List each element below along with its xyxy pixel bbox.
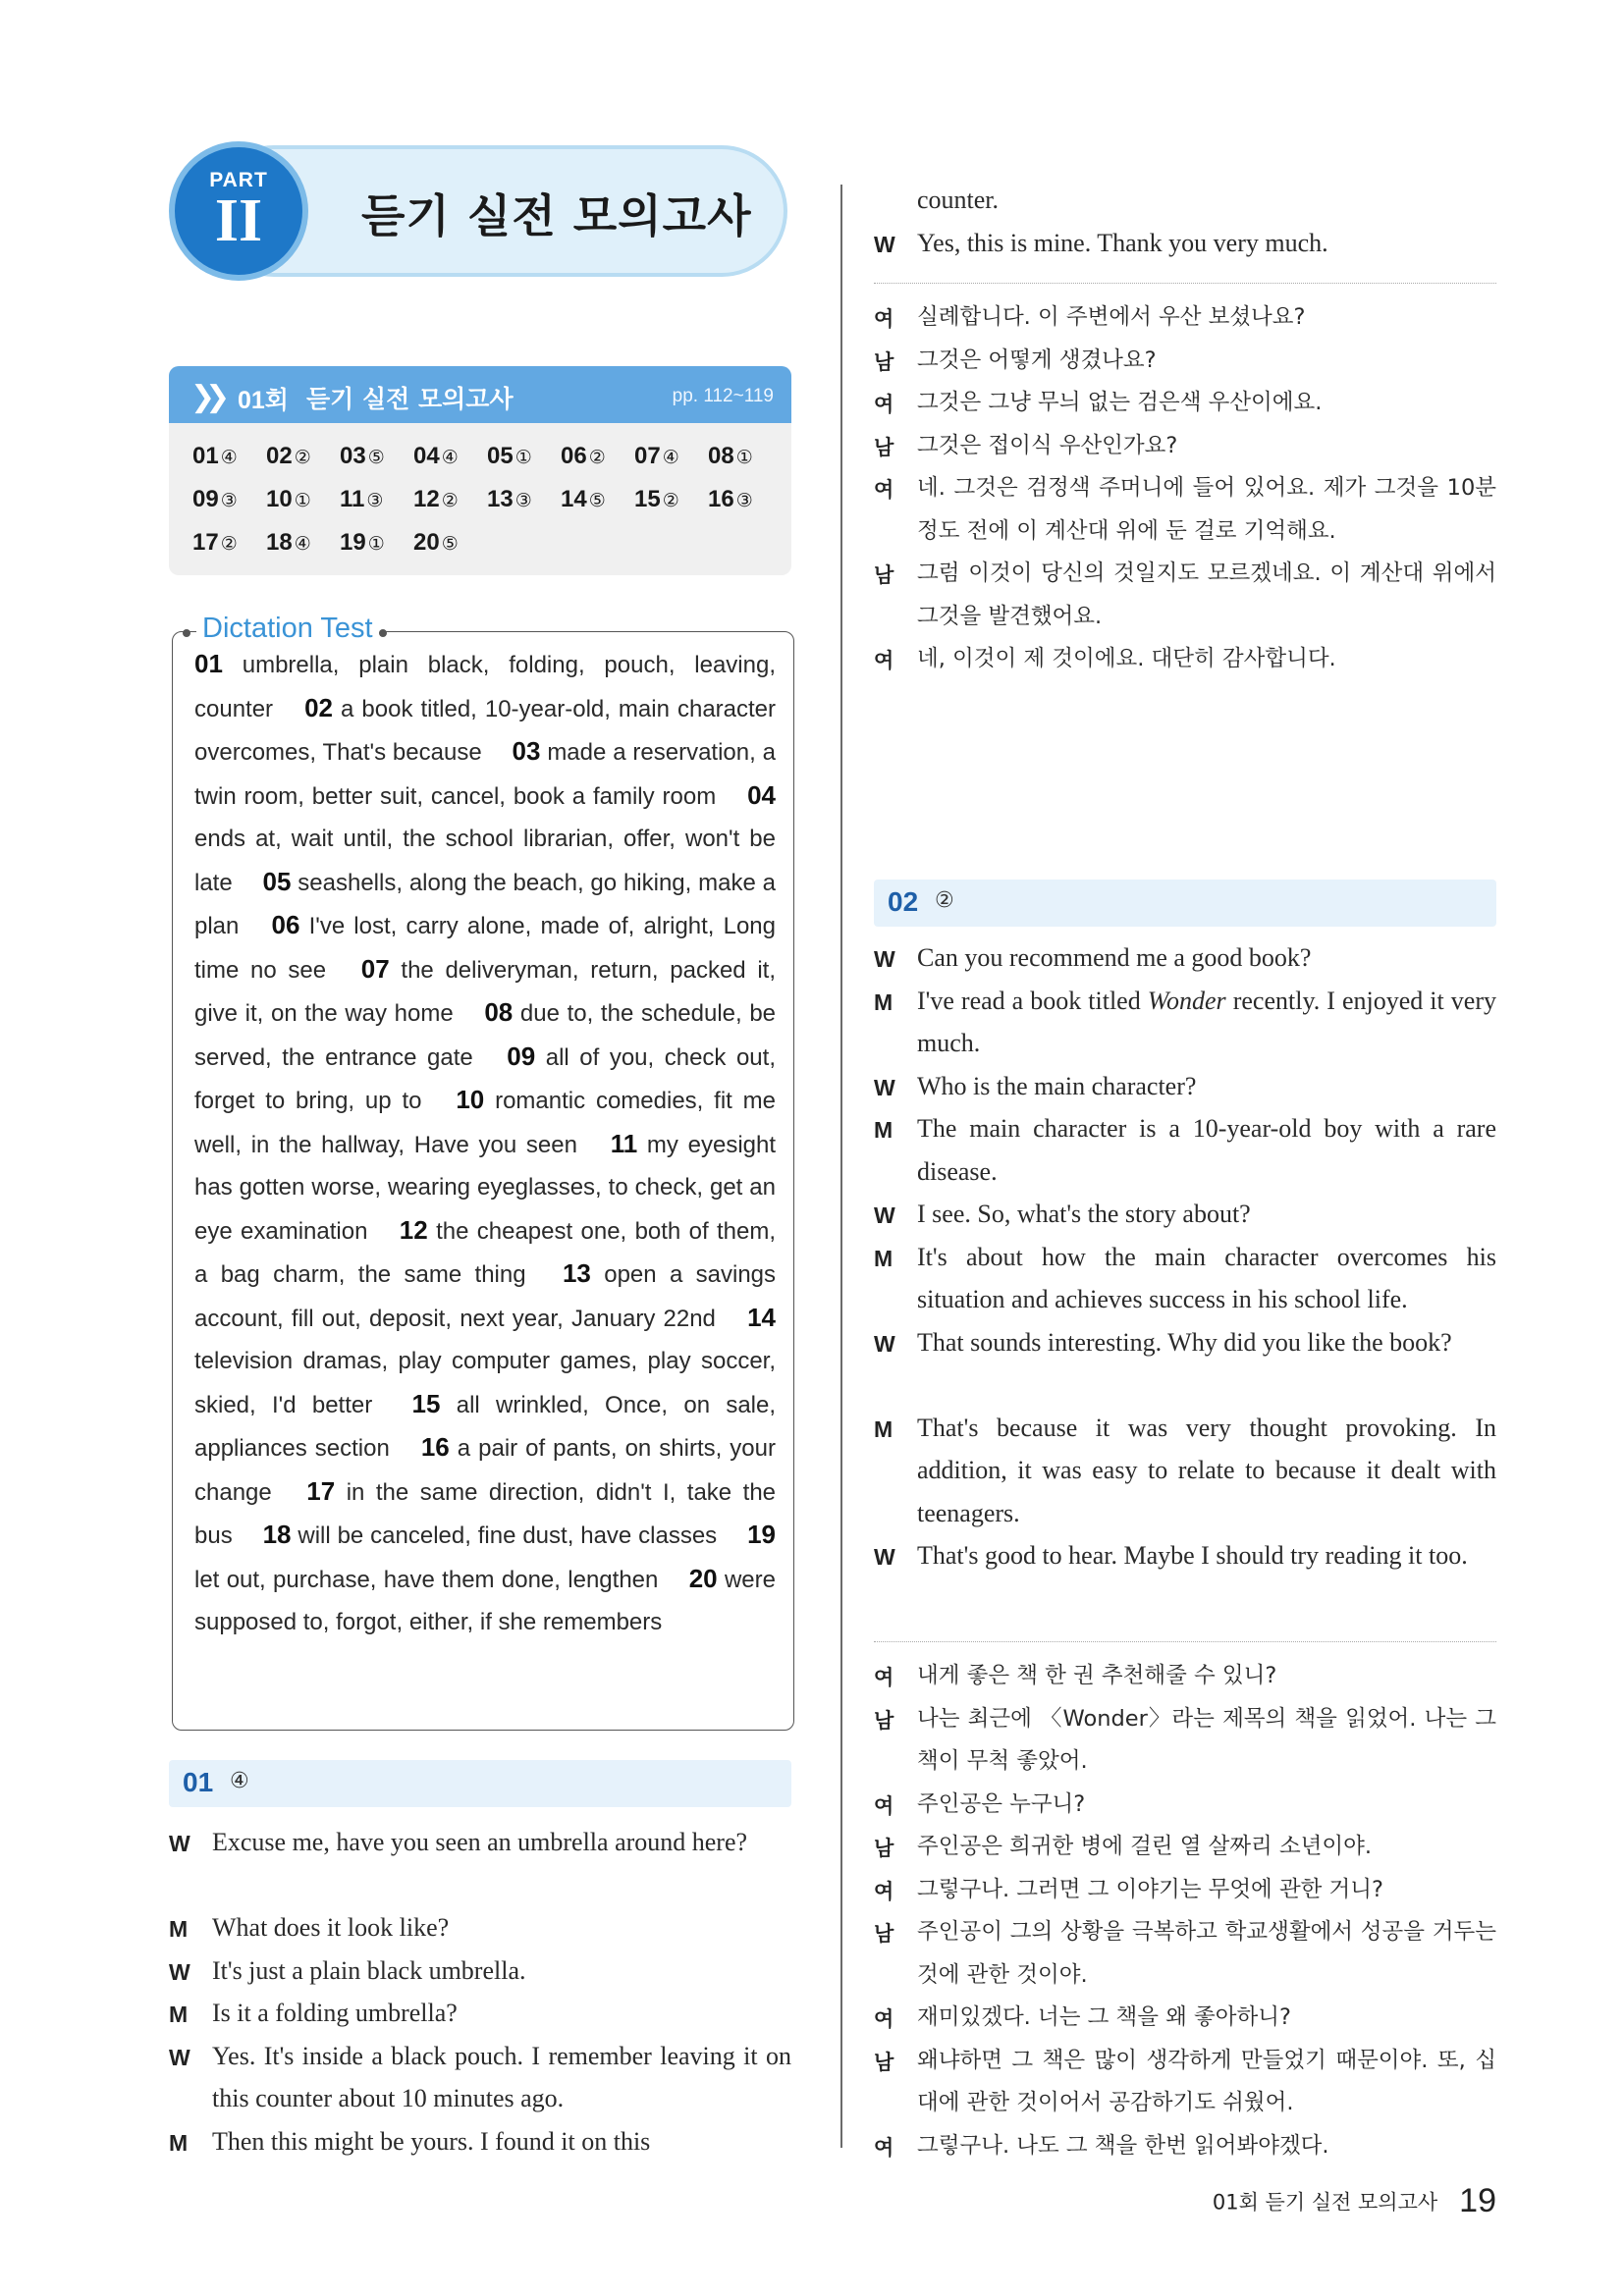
speaker-label: 남 xyxy=(874,1837,894,1860)
dialog-line xyxy=(874,1107,1496,1193)
dialog-line xyxy=(874,296,1496,340)
speaker-label: W xyxy=(874,1202,895,1228)
speaker-label: 여 xyxy=(874,478,894,502)
speaker-label: 여 xyxy=(874,393,894,416)
dialog-text: 주인공은 희귀한 병에 걸린 열 살짜리 소년이야. xyxy=(917,1834,1373,1859)
answer-item: 07 ④ xyxy=(634,443,679,469)
dictation-item: 13 open a savings account, fill out, deposit, next year, January 22nd xyxy=(194,1258,777,1332)
dictation-item: 09 all of you, check out, forget to bring, up to xyxy=(194,1041,776,1114)
part-title: 듣기 실전 모의고사 xyxy=(361,189,752,242)
dialog-line xyxy=(169,2120,791,2163)
answer-item: 11 ③ xyxy=(340,486,384,512)
dialog-line xyxy=(874,553,1496,638)
answer-item: 08 ① xyxy=(708,443,753,469)
part-label: PART xyxy=(209,169,268,191)
page-footer xyxy=(1213,2182,1496,2220)
speaker-label: 여 xyxy=(874,2135,894,2160)
dialog-text: 나는 최근에 〈Wonder〉라는 제목의 책을 읽었어. 나는 그 책이 무척 좋았어. xyxy=(917,1705,1496,1774)
dialog-text: 그렇구나. 나도 그 책을 한번 읽어봐야겠다. xyxy=(917,2132,1329,2159)
answer-row xyxy=(192,486,782,529)
dialog-line xyxy=(169,1821,791,1864)
dictation-item: 12 the cheapest one, both of them, a bag charm, the same thing xyxy=(194,1214,776,1288)
speaker-label: W xyxy=(874,1330,895,1357)
page-range: pp. 112~119 xyxy=(672,386,774,406)
speaker-label: M xyxy=(169,2129,189,2156)
column-divider xyxy=(840,185,842,2148)
answer-key-header xyxy=(169,366,791,423)
dialog-line xyxy=(874,340,1496,383)
question-number: 01 xyxy=(183,1767,214,1797)
divider xyxy=(874,283,1496,284)
page-number: 19 xyxy=(1459,2182,1496,2219)
dialog-text: 그것은 그냥 무늬 없는 검은색 우산이에요. xyxy=(917,390,1323,415)
divider xyxy=(874,1641,1496,1642)
speaker-label: 여 xyxy=(874,2007,894,2031)
dictation-item: 04 ends at, wait until, the school librarian, offer, won't be late xyxy=(194,779,776,896)
answer-grid xyxy=(192,443,782,572)
dialog-text: 왜냐하면 그 책은 많이 생각하게 만들었기 때문이야. 또, 십대에 관한 것이어서 공감하기도 쉬웠어. xyxy=(917,2047,1496,2115)
dialog-text: 그럼 이것이 당신의 것일지도 모르겠네요. 이 계산대 위에서 그것을 발견했어요. xyxy=(917,561,1496,629)
dialog-text: Can you recommend me a good book? xyxy=(917,943,1312,972)
test-number: 01회 xyxy=(238,387,289,414)
dictation-item: 02 a book titled, 10-year-old, main character overcomes, That's because xyxy=(194,692,777,766)
dialog-line xyxy=(169,1992,791,2035)
dictation-item: 10 romantic comedies, fit me well, in the hallway, Have you seen xyxy=(194,1085,777,1158)
speaker-label: M xyxy=(874,1117,893,1143)
speaker-label: 남 xyxy=(874,1922,894,1946)
dialog-text: What does it look like? xyxy=(212,1913,450,1942)
dialog-line xyxy=(874,467,1496,553)
dialog-text: 그렇구나. 그러면 그 이야기는 무엇에 관한 거니? xyxy=(917,1876,1383,1902)
dictation-item: 14 television dramas, play computer games, play soccer, skied, I'd better xyxy=(194,1302,777,1418)
dialog-text: 주인공은 누구니? xyxy=(917,1790,1086,1817)
dialog-line xyxy=(874,382,1496,425)
dialog-line xyxy=(874,1407,1496,1535)
answer-item: 10 ① xyxy=(266,486,311,512)
dictation-label: Dictation Test xyxy=(196,613,381,645)
dialog-line xyxy=(874,1869,1496,1912)
answer-item: 03 ⑤ xyxy=(340,443,385,469)
speaker-label: 남 xyxy=(874,349,894,374)
dictation-item: 20 were supposed to, forgot, either, if she remembers xyxy=(194,1563,776,1635)
dialog-line xyxy=(874,1698,1496,1784)
dictation-item: 19 let out, purchase, have them done, lengthen xyxy=(194,1520,776,1593)
dialog-text: I've read a book titled Wonder recently. I enjoyed it very much. xyxy=(917,986,1496,1057)
dictation-item: 07 the deliveryman, return, packed it, give it, on the way home xyxy=(194,953,776,1027)
dialog-line xyxy=(874,1826,1496,1869)
speaker-label: M xyxy=(874,1415,893,1442)
dialog-line xyxy=(874,1997,1496,2040)
dialog-line xyxy=(874,638,1496,681)
dialog-text: 내게 좋은 책 한 권 추천해줄 수 있니? xyxy=(917,1663,1277,1688)
question-number: 02 xyxy=(888,886,919,917)
dialog-text: I see. So, what's the story about? xyxy=(917,1200,1251,1228)
dialog-line xyxy=(874,222,1496,265)
speaker-label: 여 xyxy=(874,1879,894,1903)
answer-item: 14 ⑤ xyxy=(561,486,606,512)
question-answer: ② xyxy=(935,888,954,913)
speaker-label: W xyxy=(874,946,895,972)
answer-item: 17 ② xyxy=(192,529,238,556)
dialog-line xyxy=(874,936,1496,980)
dictation-item: 08 due to, the schedule, be served, the entrance gate xyxy=(194,997,777,1071)
question-02-header xyxy=(874,880,1496,927)
dialog-line xyxy=(874,2125,1496,2168)
answer-item: 02 ② xyxy=(266,443,311,469)
speaker-label: 남 xyxy=(874,435,894,459)
speaker-label: 여 xyxy=(874,649,894,672)
speaker-label: W xyxy=(874,1074,895,1100)
dialog-text: 재미있겠다. 너는 그 책을 왜 좋아하니? xyxy=(917,2004,1291,2030)
answer-item: 19 ① xyxy=(340,529,385,556)
speaker-label: W xyxy=(169,1958,190,1985)
dialog-text: Who is the main character? xyxy=(917,1071,1197,1100)
answer-key-box xyxy=(169,366,791,575)
answer-row xyxy=(192,443,782,486)
speaker-label: 남 xyxy=(874,563,894,587)
dictation-item: 15 all wrinkled, Once, on sale, appliances section xyxy=(194,1388,777,1462)
dictation-item: 18 will be canceled, fine dust, have classes xyxy=(262,1520,718,1549)
dialog-text: Excuse me, have you seen an umbrella around here? xyxy=(212,1828,748,1856)
question-answer: ④ xyxy=(230,1769,249,1793)
speaker-label: 여 xyxy=(874,307,894,331)
dialog-line xyxy=(169,1949,791,1993)
dialog-line xyxy=(874,1655,1496,1698)
dictation-item: 01 umbrella, plain black, folding, pouch, leaving, counter xyxy=(194,649,777,722)
speaker-label: M xyxy=(874,1245,893,1271)
dialog-text: 실례합니다. 이 주변에서 우산 보셨나요? xyxy=(917,304,1306,330)
dialog-text: Yes, this is mine. Thank you very much. xyxy=(917,229,1328,257)
dialog-line xyxy=(169,1906,791,1949)
dictation-item: 05 seashells, along the beach, go hiking, make a plan xyxy=(194,866,776,939)
dialog-line xyxy=(874,1784,1496,1827)
dialog-text: Then this might be yours. I found it on this xyxy=(212,2126,651,2156)
speaker-label: W xyxy=(874,1544,895,1570)
dialog-text: Yes. It's inside a black pouch. I remember leaving it on this counter about 10 minutes ago. xyxy=(212,2041,791,2112)
answer-item: 16 ③ xyxy=(708,486,753,512)
dictation-text xyxy=(194,643,776,1644)
dictation-item: 03 made a reservation, a twin room, better suit, cancel, book a family room xyxy=(194,736,776,810)
answer-item: 20 ⑤ xyxy=(413,529,459,556)
speaker-label: 여 xyxy=(874,1793,894,1818)
answer-item: 06 ② xyxy=(561,443,606,469)
dialog-line xyxy=(169,2035,791,2120)
answer-key-title: 듣기 실전 모의고사 xyxy=(306,385,514,413)
answer-item: 18 ④ xyxy=(266,529,311,556)
dialog-text: 네, 이것이 제 것이에요. 대단히 감사합니다. xyxy=(917,646,1336,671)
dialog-text: 네. 그것은 검정색 주머니에 들어 있어요. 제가 그것을 10분 정도 전에 이 계산대 위에 둔 걸로 기억해요. xyxy=(917,475,1496,544)
part-banner xyxy=(169,141,791,281)
dialog-line xyxy=(874,1236,1496,1321)
double-chevron-icon: ❯❯ xyxy=(190,380,221,414)
dialog-line xyxy=(874,1321,1496,1364)
speaker-label: M xyxy=(169,2002,189,2027)
dialog-text: That's good to hear. Maybe I should try reading it too. xyxy=(917,1541,1468,1570)
dialog-line xyxy=(874,1534,1496,1577)
dictation-item: 16 a pair of pants, on shirts, your change xyxy=(194,1432,776,1506)
dialog-text: 그것은 어떻게 생겼나요? xyxy=(917,347,1157,373)
speaker-label: M xyxy=(874,988,893,1015)
dialog-text: It's just a plain black umbrella. xyxy=(212,1955,526,1985)
dialog-line xyxy=(874,1065,1496,1108)
answer-item: 04 ④ xyxy=(413,443,459,469)
dialog-text: It's about how the main character overcomes his situation and achieves success in his school life. xyxy=(917,1242,1496,1313)
speaker-label: W xyxy=(874,232,895,257)
dialog-text: That's because it was very thought provoking. In addition, it was easy to relate to because it dealt with teenagers. xyxy=(917,1413,1496,1527)
answer-item: 13 ③ xyxy=(487,486,532,512)
speaker-label: 여 xyxy=(874,1666,894,1689)
answer-item: 05 ① xyxy=(487,443,532,469)
dialog-text: Is it a folding umbrella? xyxy=(212,1999,458,2027)
footer-title: 01회 듣기 실전 모의고사 xyxy=(1212,2190,1438,2215)
answer-item: 01 ④ xyxy=(192,443,238,469)
part-badge xyxy=(169,141,308,281)
dialog-line xyxy=(874,980,1496,1065)
part-numeral: II xyxy=(214,187,263,254)
speaker-label: W xyxy=(169,1831,190,1856)
speaker-label: M xyxy=(169,1916,189,1942)
dialog-text: 그것은 접이식 우산인가요? xyxy=(917,432,1178,458)
speaker-label: 남 xyxy=(874,2050,894,2074)
question-01-header xyxy=(169,1760,791,1807)
dictation-item: 17 in the same direction, didn't I, take the bus xyxy=(194,1475,777,1549)
speaker-label: W xyxy=(169,2044,190,2070)
answer-row xyxy=(192,529,782,572)
dialog-line xyxy=(874,1193,1496,1236)
dialog-line-continued: counter. xyxy=(917,186,1000,214)
dictation-item: 06 I've lost, carry alone, made of, alright, Long time no see xyxy=(194,910,777,984)
dialog-text: 주인공이 그의 상황을 극복하고 학교생활에서 성공을 거두는 것에 관한 것이야. xyxy=(917,1919,1496,1988)
dictation-item: 11 my eyesight has gotten worse, wearing eyeglasses, to check, get an eye examination xyxy=(194,1128,777,1245)
dialog-line xyxy=(874,1911,1496,1997)
speaker-label: 남 xyxy=(874,1708,894,1733)
answer-item: 12 ② xyxy=(413,486,459,512)
dialog-text: The main character is a 10-year-old boy with a rare disease. xyxy=(917,1114,1496,1186)
dialog-text: That sounds interesting. Why did you like the book? xyxy=(917,1327,1452,1357)
answer-item: 15 ② xyxy=(634,486,679,512)
dialog-line xyxy=(874,2040,1496,2125)
answer-item: 09 ③ xyxy=(192,486,238,512)
dialog-line xyxy=(874,425,1496,468)
